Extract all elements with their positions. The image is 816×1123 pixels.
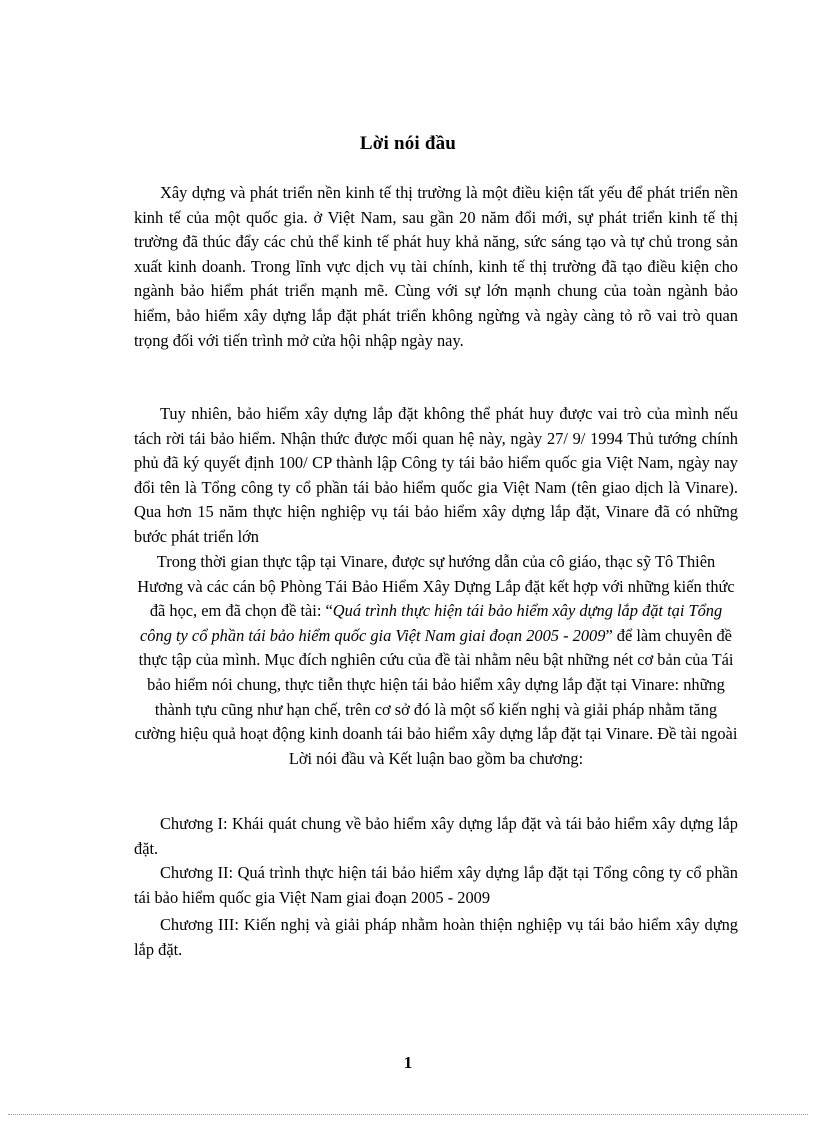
topic-title: Quá trình thực hiện tái bảo hiểm xây dựng lắp đặt tại Tổng công ty cổ phần tái bảo hiểm quốc gia Việt Nam giai đoạn 2005 - 2009 [140,601,723,645]
topic-paragraph [134,550,738,771]
chapter-1: Chương I: Khái quát chung về bảo hiểm xây dựng lắp đặt và tái bảo hiểm xây dựng lắp đặt. [134,814,738,858]
page-number: 1 [403,1053,413,1072]
page-bottom-divider [8,1114,808,1115]
reinsurance-paragraph: Tuy nhiên, bảo hiểm xây dựng lắp đặt không thể phát huy được vai trò của mình nếu tách rời tái bảo hiểm. Nhận thức được mối quan hệ này, ngày 27/ 9/ 1994 Thủ tướng chính phủ đã ký quyết định 100/ CP thành lập Công ty tái bảo hiểm quốc gia Việt Nam, ngày nay đổi tên là Tổng công ty cổ phần tái bảo hiểm quốc gia Việt Nam (tên giao dịch là Vinare). Qua hơn 15 năm thực hiện nghiệp vụ tái bảo hiểm xây dựng lắp đặt, Vinare đã có những bước phát triển lớn [134,404,738,546]
topic-rest-text: ” để làm chuyên đề thực tập của mình. Mục đích nghiên cứu của đề tài nhằm nêu bật những nét cơ bản của Tái bảo hiểm nói chung, thực tiễn thực hiện tái bảo hiểm xây dựng lắp đặt tại Vinare: những thành tựu cũng như hạn chế, trên cơ sở đó là một số kiến nghị và giải pháp nhằm tăng cường hiệu quả hoạt động kinh doanh tái bảo hiểm xây dựng lắp đặt tại Vinare. Đề tài ngoài Lời nói đầu và Kết luận bao gồm ba chương: [134,625,738,768]
chapter-3: Chương III: Kiến nghị và giải pháp nhằm hoàn thiện nghiệp vụ tái bảo hiểm xây dựng lắp đặt. [134,915,738,959]
intro-paragraph: Xây dựng và phát triển nền kinh tế thị trường là một điều kiện tất yếu để phát triển nền kinh tế của một quốc gia. ở Việt Nam, sau gần 20 năm đổi mới, sự phát triển kinh tế thị trường đã thúc đẩy các chủ thể kinh tế phát huy khả năng, sức sáng tạo và tự chủ trong sản xuất kinh doanh. Trong lĩnh vực dịch vụ tài chính, kinh tế thị trường đã tạo điều kiện cho ngành bảo hiểm phát triển mạnh mẽ. Cùng với sự lớn mạnh chung của toàn ngành bảo hiểm, bảo hiểm xây dựng lắp đặt phát triển không ngừng và ngày càng tỏ rõ vai trò quan trọng đối với tiến trình mở cửa hội nhập ngày nay. [134,183,738,350]
page-title: Lời nói đầu [359,133,457,154]
chapter-2: Chương II: Quá trình thực hiện tái bảo hiểm xây dựng lắp đặt tại Tổng công ty cổ phần tái bảo hiểm quốc gia Việt Nam giai đoạn 2005 - 2009 [134,863,738,907]
topic-intro-text: Trong thời gian thực tập tại Vinare, được sự hướng dẫn của cô giáo, thạc sỹ Tô Thiên Hương và các cán bộ Phòng Tái Bảo Hiểm Xây Dựng Lắp đặt kết hợp với những kiến thức đã học, em đã chọn đề tài: “ [137,552,735,621]
